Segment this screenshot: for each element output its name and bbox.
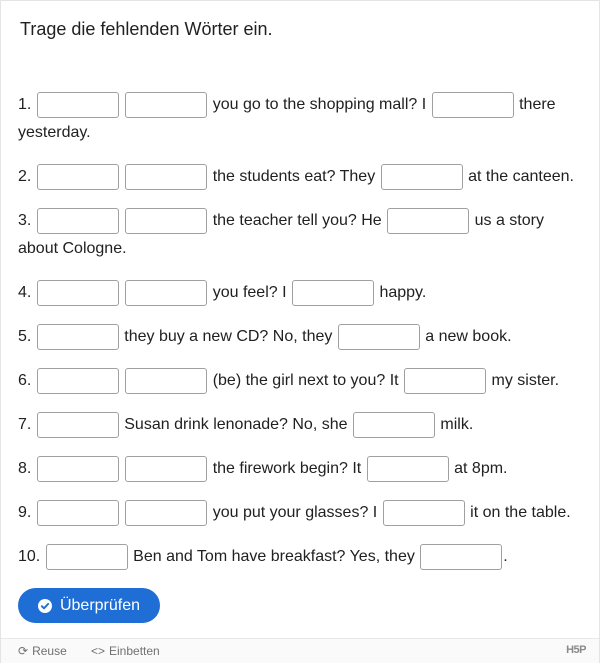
answer-blank-6a[interactable] bbox=[37, 368, 119, 394]
reuse-icon: ⟳ bbox=[18, 644, 29, 658]
footer-bar bbox=[1, 638, 599, 663]
question-8 bbox=[18, 455, 588, 483]
answer-blank-3a[interactable] bbox=[37, 208, 119, 234]
answer-blank-6b[interactable] bbox=[125, 368, 207, 394]
question-text: us a story about Cologne. bbox=[18, 212, 544, 257]
question-text: you go to the shopping mall? I bbox=[212, 96, 427, 113]
answer-blank-5b[interactable] bbox=[338, 324, 420, 350]
question-10 bbox=[18, 543, 588, 571]
question-text: at the canteen. bbox=[468, 168, 574, 185]
answer-blank-9b[interactable] bbox=[125, 500, 207, 526]
answer-blank-4c[interactable] bbox=[292, 280, 374, 306]
answer-blank-6c[interactable] bbox=[404, 368, 486, 394]
reuse-link[interactable] bbox=[18, 644, 67, 658]
task-title: Trage die fehlenden Wörter ein. bbox=[20, 19, 273, 39]
question-number: 1. bbox=[18, 96, 32, 113]
answer-blank-4a[interactable] bbox=[37, 280, 119, 306]
question-text: milk. bbox=[440, 416, 474, 433]
answer-blank-9c[interactable] bbox=[383, 500, 465, 526]
answer-blank-5a[interactable] bbox=[37, 324, 119, 350]
question-text: the students eat? They bbox=[212, 168, 376, 185]
question-number: 10. bbox=[18, 548, 41, 565]
answer-blank-7b[interactable] bbox=[353, 412, 435, 438]
question-text: there yesterday. bbox=[18, 96, 556, 141]
question-1 bbox=[18, 91, 588, 147]
answer-blank-4b[interactable] bbox=[125, 280, 207, 306]
check-button-label: Überprüfen bbox=[59, 596, 141, 614]
answer-blank-9a[interactable] bbox=[37, 500, 119, 526]
answer-blank-2b[interactable] bbox=[125, 164, 207, 190]
code-icon: <> bbox=[91, 644, 106, 658]
check-circle-icon bbox=[38, 599, 52, 613]
question-7 bbox=[18, 411, 588, 439]
reuse-label: Reuse bbox=[32, 644, 67, 658]
answer-blank-1a[interactable] bbox=[37, 92, 119, 118]
question-number: 3. bbox=[18, 212, 32, 229]
question-text: happy. bbox=[379, 284, 427, 301]
answer-blank-3b[interactable] bbox=[125, 208, 207, 234]
answer-blank-10a[interactable] bbox=[46, 544, 128, 570]
question-text: the teacher tell you? He bbox=[212, 212, 382, 229]
question-number: 6. bbox=[18, 372, 32, 389]
answer-blank-3c[interactable] bbox=[387, 208, 469, 234]
question-text: Susan drink lenonade? No, she bbox=[124, 416, 348, 433]
check-button[interactable] bbox=[18, 588, 160, 623]
question-number: 9. bbox=[18, 504, 32, 521]
question-text: (be) the girl next to you? It bbox=[212, 372, 399, 389]
question-text: Ben and Tom have breakfast? Yes, they bbox=[133, 548, 415, 565]
embed-label: Einbetten bbox=[109, 644, 160, 658]
question-text: the firework begin? It bbox=[212, 460, 362, 477]
embed-link[interactable] bbox=[91, 644, 160, 658]
answer-blank-1b[interactable] bbox=[125, 92, 207, 118]
question-text: . bbox=[503, 548, 508, 565]
question-5 bbox=[18, 323, 588, 351]
h5p-logo[interactable]: H5P bbox=[566, 644, 586, 656]
question-number: 2. bbox=[18, 168, 32, 185]
question-number: 7. bbox=[18, 416, 32, 433]
question-2 bbox=[18, 163, 588, 191]
question-text: at 8pm. bbox=[454, 460, 508, 477]
question-text: you feel? I bbox=[212, 284, 287, 301]
answer-blank-8b[interactable] bbox=[125, 456, 207, 482]
question-9 bbox=[18, 499, 588, 527]
question-text: a new book. bbox=[425, 328, 512, 345]
answer-blank-10b[interactable] bbox=[420, 544, 502, 570]
question-text: it on the table. bbox=[470, 504, 571, 521]
question-list bbox=[18, 91, 588, 587]
answer-blank-8a[interactable] bbox=[37, 456, 119, 482]
question-text: my sister. bbox=[491, 372, 560, 389]
question-number: 5. bbox=[18, 328, 32, 345]
question-4 bbox=[18, 279, 588, 307]
question-3 bbox=[18, 207, 588, 263]
question-number: 8. bbox=[18, 460, 32, 477]
answer-blank-2c[interactable] bbox=[381, 164, 463, 190]
answer-blank-7a[interactable] bbox=[37, 412, 119, 438]
answer-blank-2a[interactable] bbox=[37, 164, 119, 190]
question-text: they buy a new CD? No, they bbox=[124, 328, 333, 345]
question-6 bbox=[18, 367, 588, 395]
answer-blank-1c[interactable] bbox=[432, 92, 514, 118]
answer-blank-8c[interactable] bbox=[367, 456, 449, 482]
question-text: you put your glasses? I bbox=[212, 504, 378, 521]
question-number: 4. bbox=[18, 284, 32, 301]
